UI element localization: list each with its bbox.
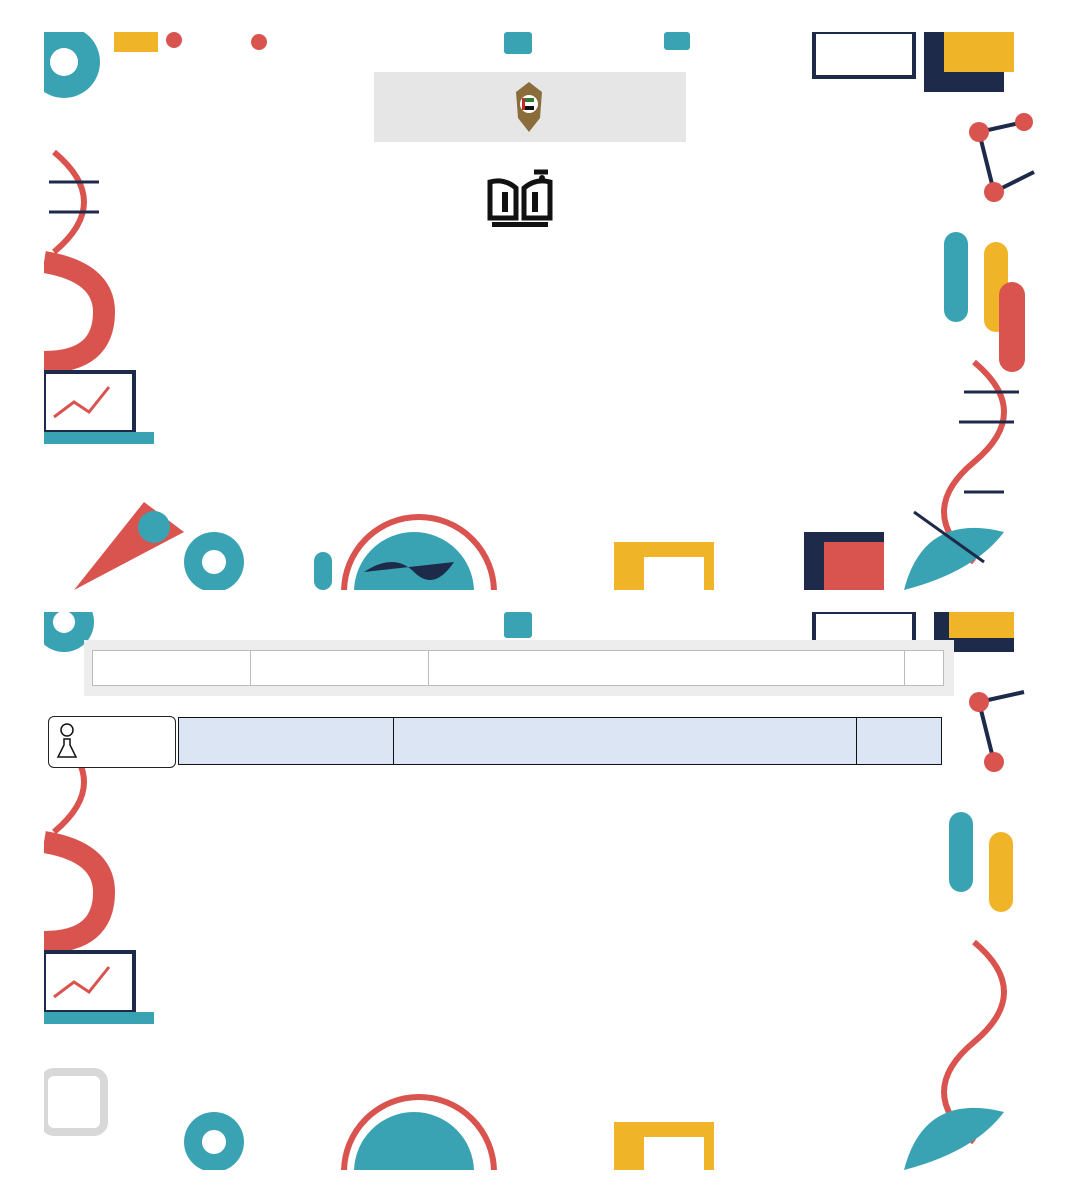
- strip-pages: [93, 651, 251, 686]
- header-group-b: [179, 718, 394, 765]
- strip-number: [905, 651, 944, 686]
- table-header-row: [179, 718, 942, 765]
- cover-page: [44, 32, 1036, 590]
- ministry-header: [374, 72, 686, 142]
- strip-source: [251, 651, 429, 686]
- prepared-by-box: [48, 716, 176, 768]
- strip-outcome: [429, 651, 905, 686]
- header-number: [857, 718, 942, 765]
- header-group-a: [394, 718, 857, 765]
- outcome-strip: [84, 640, 954, 696]
- school-logo-icon: [482, 168, 558, 232]
- outcome-table: [92, 650, 944, 686]
- uae-emblem-icon: [512, 78, 546, 136]
- science-flask-icon: [55, 723, 79, 761]
- answer-page: [44, 612, 1036, 1170]
- matching-table: [178, 717, 942, 765]
